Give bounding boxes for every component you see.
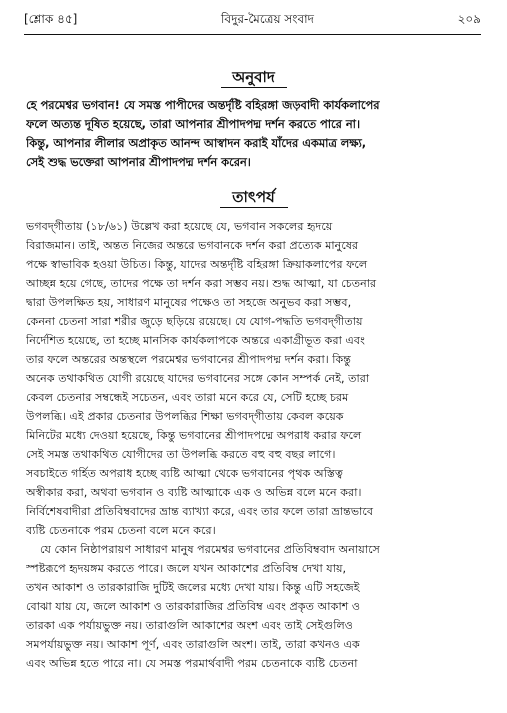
translation-line: ফলে অত্যন্ত দূষিত হয়েছে, তারা আপনার শ্রীপাদপদ্ম দর্শন করতে পারে না। xyxy=(26,117,361,131)
purport-line: বিরাজমান। তাই, অন্তত নিজের অন্তরে ভগবানকে দর্শন করা প্রত্যেক মানুষের xyxy=(26,239,359,252)
purport-line: তার ফলে অন্তরের অন্তস্থলে পরমেশ্বর ভগবানের শ্রীপাদপদ্ম দর্শন করা। কিন্তু xyxy=(26,353,351,366)
purport-line: পক্ষে স্বাভাবিক হওয়া উচিত। কিন্তু, যাদের অন্তর্দৃষ্টি বহিরঙ্গা ক্রিয়াকলাপের ফলে xyxy=(26,258,368,271)
purport-text xyxy=(26,217,483,673)
header-divider xyxy=(24,34,481,35)
translation-line: হে পরমেশ্বর ভগবান! যে সমস্ত পাপীদের অন্তর্দৃষ্টি বহিরঙ্গা জড়বাদী কার্যকলাপের xyxy=(26,98,380,112)
purport-line: উপলব্ধি। এই প্রকার চেতনার উপলব্ধির শিক্ষা ভগবদ্‌গীতায় কেবল কয়েক xyxy=(26,410,344,423)
purport-paragraph xyxy=(26,540,483,673)
purport-line: সবচাইতে গর্হিত অপরাধ হচ্ছে ব্যষ্টি আত্মা থেকে ভগবানের পৃথক অস্তিত্ব xyxy=(26,467,343,480)
page-header xyxy=(24,10,481,32)
purport-line: ভগবদ্‌গীতায় (১৮/৬১) উল্লেখ করা হয়েছে যে, ভগবান সকলের হৃদয়ে xyxy=(26,220,333,233)
purport-paragraph xyxy=(26,217,483,540)
translation-heading-underline xyxy=(221,87,287,88)
purport-heading-underline xyxy=(220,207,288,208)
chapter-title: বিদুর-মৈত্রেয় সংবাদ xyxy=(220,12,314,26)
purport-line: নির্বিশেষবাদীরা প্রতিবিম্ববাদের ভ্রান্ত ব্যাখ্যা করে, এবং তার ফলে তারা ভ্রান্তভাবে xyxy=(26,505,374,518)
purport-line: বোঝা যায় যে, জলে আকাশ ও তারকারাজির প্রতিবিম্ব এবং প্রকৃত আকাশ ও xyxy=(26,600,361,613)
purport-line: আচ্ছন্ন হয়ে গেছে, তাদের পক্ষে তা দর্শন করা সম্ভব নয়। শুদ্ধ আত্মা, যা চেতনার xyxy=(26,277,377,290)
translation-line: কিন্তু, আপনার লীলার অপ্রাকৃত আনন্দ আস্বাদন করাই যাঁদের একমাত্র লক্ষ্য, xyxy=(26,136,367,150)
verse-reference: [শ্লোক ৪৫] xyxy=(24,12,78,26)
purport-line: কেননা চেতনা সারা শরীর জুড়ে ছড়িয়ে রয়েছে। যে যোগ-পদ্ধতি ভগবদ্‌গীতায় xyxy=(26,315,363,328)
purport-line: নির্দেশিত হয়েছে, তা হচ্ছে মানসিক কার্যকলাপকে অন্তরে একাগ্রীভূত করা এবং xyxy=(26,334,365,347)
translation-text xyxy=(26,96,483,172)
purport-line: স্পষ্টরূপে হৃদয়ঙ্গম করতে পারে। জলে যখন আকাশের প্রতিবিম্ব দেখা যায়, xyxy=(26,562,347,575)
purport-heading: তাৎপর্য xyxy=(232,188,275,206)
purport-line: যে কোন নিষ্ঠাপরায়ণ সাধারণ মানুষ পরমেশ্বর ভগবানের প্রতিবিম্ববাদ অনায়াসে xyxy=(40,543,380,556)
purport-line: এবং অভিন্ন হতে পারে না। যে সমস্ত পরমার্থবাদী পরম চেতনাকে ব্যষ্টি চেতনা xyxy=(26,657,358,670)
translation-line: সেই শুদ্ধ ভক্তেরা আপনার শ্রীপাদপদ্ম দর্শন করেন। xyxy=(26,155,251,169)
purport-line: অস্বীকার করা, অথবা ভগবান ও ব্যষ্টি আত্মাকে এক ও অভিন্ন বলে মনে করা। xyxy=(26,486,362,499)
purport-line: তারকা এক পর্যায়ভুক্ত নয়। তারাগুলি আকাশের অংশ এবং তাই সেইগুলিও xyxy=(26,619,354,632)
translation-heading: অনুবাদ xyxy=(232,68,275,86)
page-number: ২০৯ xyxy=(457,12,481,26)
purport-line: মিনিটের মধ্যে দেওয়া হয়েছে, কিন্তু ভগবানের শ্রীপাদপদ্মে অপরাধ করার ফলে xyxy=(26,429,362,442)
purport-line: সেই সমস্ত তথাকথিত যোগীদের তা উপলব্ধি করতে বহু বহু বছর লাগে। xyxy=(26,448,336,461)
purport-line: কেবল চেতনার সম্বন্ধেই সচেতন, এবং তারা মনে করে যে, সেটি হচ্ছে চরম xyxy=(26,391,349,404)
purport-line: অনেক তথাকথিত যোগী রয়েছে যাদের ভগবানের সঙ্গে কোন সম্পর্ক নেই, তারা xyxy=(26,372,370,385)
purport-line: তখন আকাশ ও তারকারাজি দুটিই জলের মধ্যে দেখা যায়। কিন্তু এটি সহজেই xyxy=(26,581,360,594)
purport-line: ব্যষ্টি চেতনাকে পরম চেতনা বলে মনে করে। xyxy=(26,524,216,537)
purport-line: সমপর্যায়ভুক্ত নয়। আকাশ পূর্ণ, এবং তারাগুলি অংশ। তাই, তারা কখনও এক xyxy=(26,638,360,651)
purport-line: দ্বারা উপলক্ষিত হয়, সাধারণ মানুষের পক্ষেও তা সহজে অনুভব করা সম্ভব, xyxy=(26,296,352,309)
